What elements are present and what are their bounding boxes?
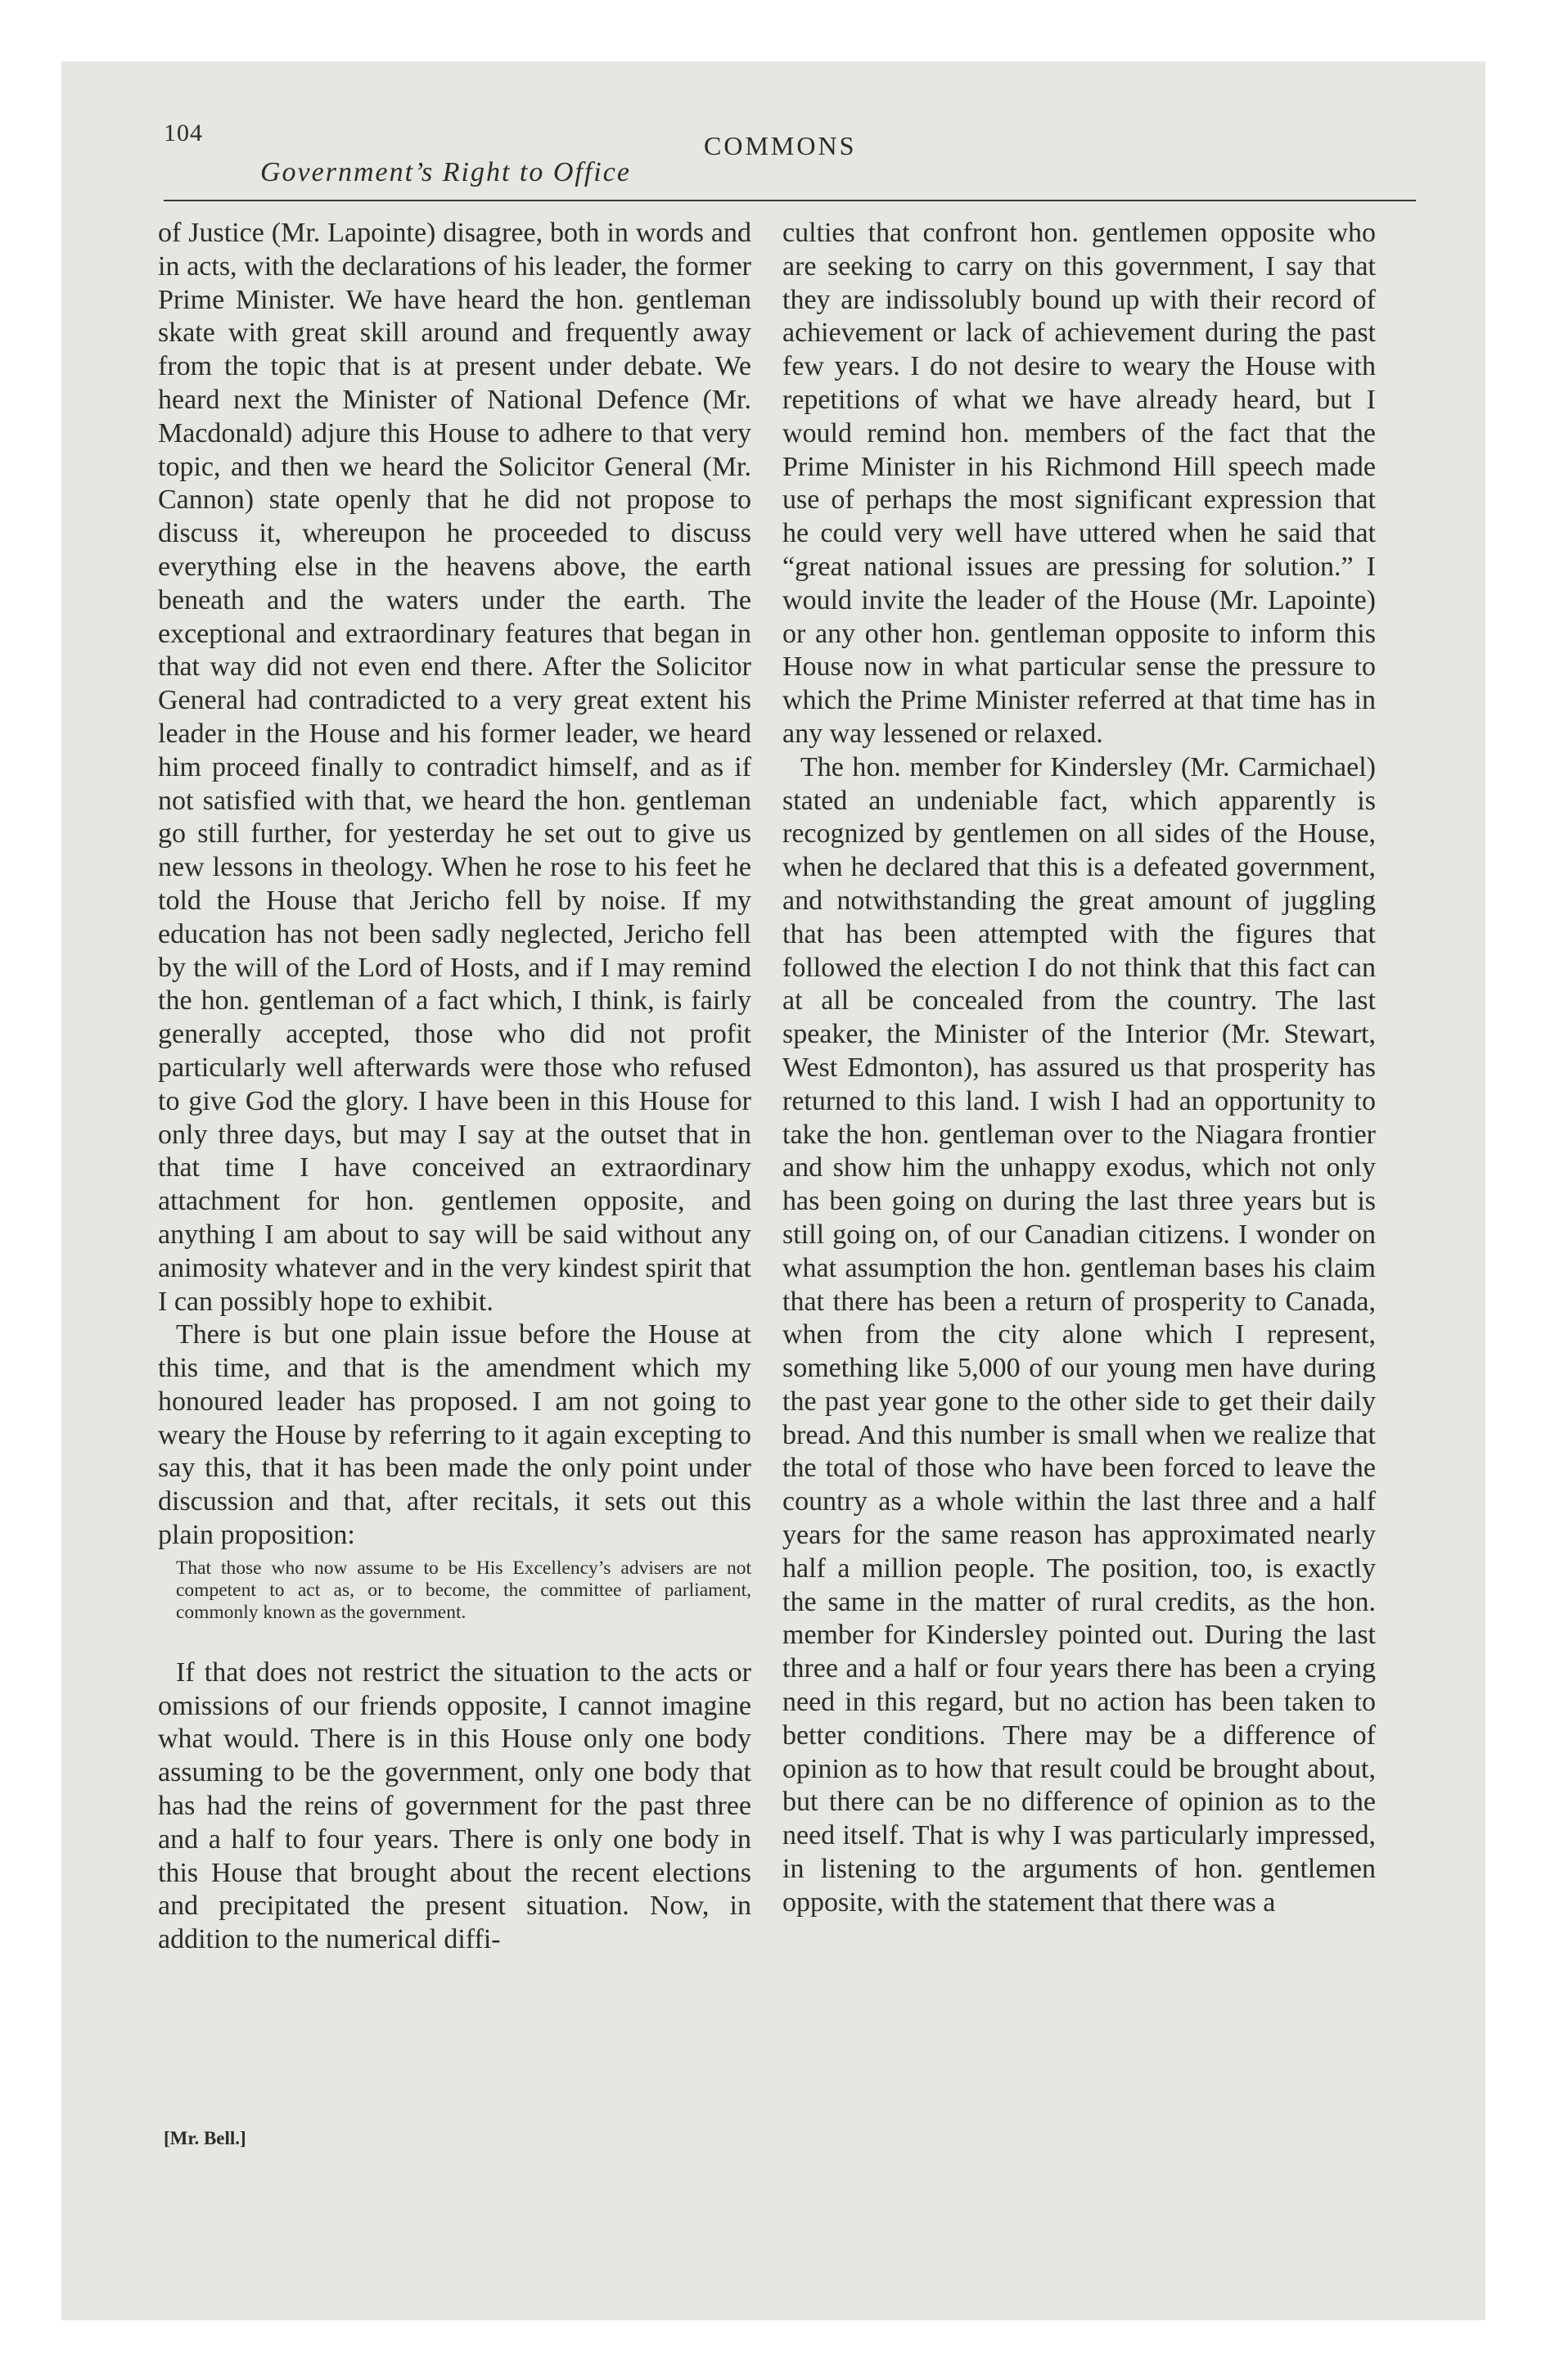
- paragraph: If that does not restrict the situation to the acts or omissions of our friends opposite, I cannot imagine what would. There is in this House only one body assuming to be the government, only one body that has had the reins of government for the past three and a half to four years. There is only one body in this House that brought about the recent elections and precipitated the present situation. Now, in addition to the numerical diffi-: [158, 1657, 751, 1955]
- running-title: Government’s Right to Office: [260, 157, 631, 187]
- paragraph: The hon. member for Kindersley (Mr. Carmichael) stated an undeniable fact, which apparently is recognized by gentlemen on all sides of the House, when he declared that this is a defeated government, and notwithstanding the great amount of juggling that has been attempted with the figures that followed the election I do not think that this fact can at all be concealed from the country. The last speaker, the Minister of the Interior (Mr. Stewart, West Edmonton), has assured us that prosperity has returned to this land. I wish I had an opportunity to take the hon. gentleman over to the Niagara frontier and show him the unhappy exodus, which not only has been going on during the last three years but is still going on, of our Canadian citizens. I wonder on what assumption the hon. gentleman bases his claim that there has been a return of prosperity to Canada, when from the city alone which I represent, something like 5,000 of our young men have during the past year gone to the other side to get their daily bread. And this number is small when we realize that the total of those who have been forced to leave the country as a whole within the last three and a half years for the same reason has approximated nearly half a million people. The position, too, is exactly the same in the matter of rural credits, as the hon. member for Kindersley pointed out. During the last three and a half or four years there has been a crying need in this regard, but no action has been taken to better conditions. There may be a difference of opinion as to how that result could be brought about, but there can be no difference of opinion as to the need itself. That is why I was particularly impressed, in listening to the arguments of hon. gentlemen opposite, with the statement that there was a: [782, 751, 1376, 1918]
- speaker-attribution: [Mr. Bell.]: [164, 2128, 246, 2148]
- paragraph: of Justice (Mr. Lapointe) disagree, both in words and in acts, with the declarations of his leader, the former Prime Minister. We have heard the hon. gentleman skate with great skill around and frequently away from the topic that is at present under debate. We heard next the Minister of National Defence (Mr. Macdonald) adjure this House to adhere to that very topic, and then we heard the Solicitor General (Mr. Cannon) state openly that he did not propose to discuss it, whereupon he proceeded to discuss everything else in the heavens above, the earth beneath and the waters under the earth. The exceptional and extraordinary features that began in that way did not even end there. After the Solicitor General had contradicted to a very great extent his leader in the House and his former leader, we heard him proceed finally to contradict himself, and as if not satisfied with that, we heard the hon. gentleman go still further, for yesterday he set out to give us new lessons in theology. When he rose to his feet he told the House that Jericho fell by noise. If my education has not been sadly neglected, Jericho fell by the will of the Lord of Hosts, and if I may remind the hon. gentleman of a fact which, I think, is fairly generally accepted, those who did not profit particularly well afterwards were those who refused to give God the glory. I have been in this House for only three days, but may I say at the outset that in that time I have conceived an extraordinary attachment for hon. gentlemen opposite, and anything I am about to say will be said without any animosity whatever and in the very kindest spirit that I can possibly hope to exhibit.: [158, 218, 751, 1317]
- left-column: [158, 217, 751, 1957]
- running-head: COMMONS: [704, 131, 857, 160]
- header-rule: [164, 200, 1416, 201]
- quoted-amendment: That those who now assume to be His Excellency’s advisers are not competent to act as, or to become, the committee of parliament, commonly known as the government.: [176, 1557, 751, 1623]
- paragraph: culties that confront hon. gentlemen opposite who are seeking to carry on this government, I say that they are indissolubly bound up with their record of achievement or lack of achievement during the past few years. I do not desire to weary the House with repetitions of what we have already heard, but I would remind hon. members of the fact that the Prime Minister in his Richmond Hill speech made use of perhaps the most significant expression that he could very well have uttered when he said that “great national issues are pressing for solution.” I would invite the leader of the House (Mr. Lapointe) or any other hon. gentleman opposite to inform this House now in what particular sense the pressure to which the Prime Minister referred at that time has in any way lessened or relaxed.: [782, 218, 1376, 749]
- page-number: 104: [164, 119, 203, 146]
- paragraph: There is but one plain issue before the House at this time, and that is the amendment which my honoured leader has proposed. I am not going to weary the House by referring to it again excepting to say this, that it has been made the only point under discussion and that, after recitals, it sets out this plain proposition:: [158, 1319, 751, 1551]
- right-column: [782, 217, 1376, 1920]
